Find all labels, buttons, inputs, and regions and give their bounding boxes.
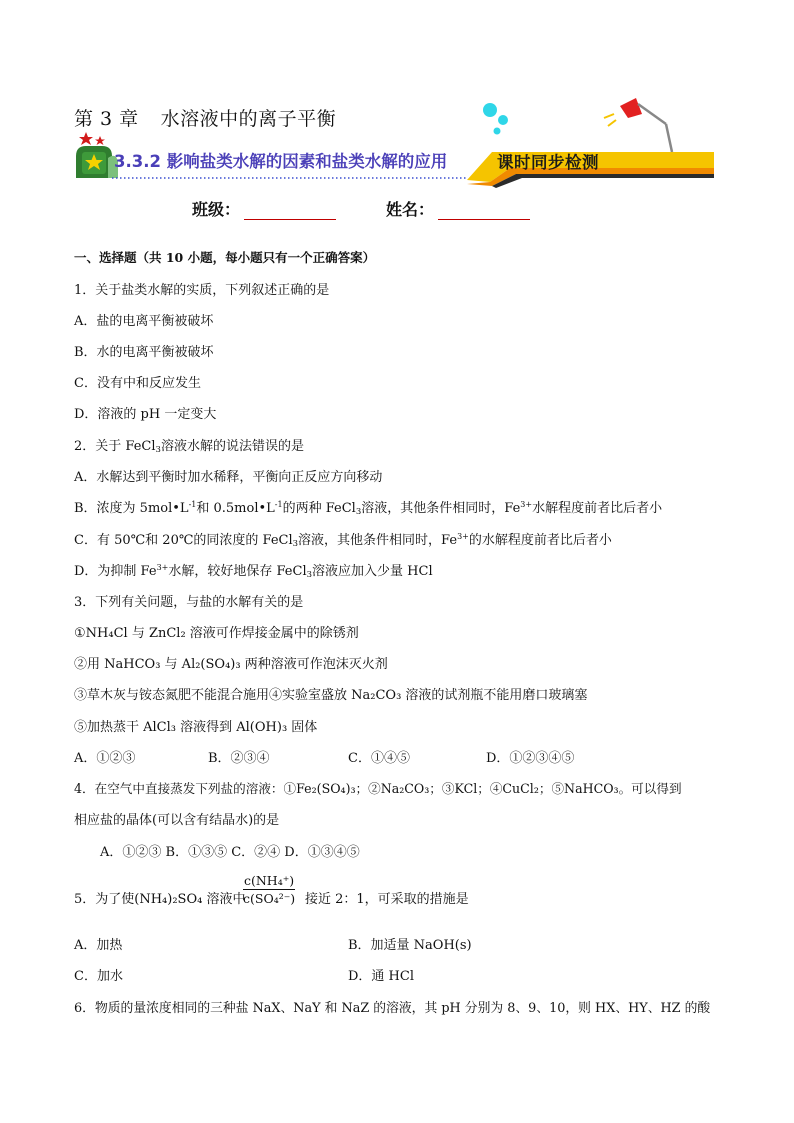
chapter-heading [74, 104, 336, 131]
q5-stem-a: 5．为了使(NH₄)₂SO₄ 溶液中 [74, 892, 246, 907]
q5-option-b: B．加适量 NaOH(s) [348, 938, 472, 953]
q3-option-c: C．①④⑤ [348, 751, 410, 766]
q2-c-part: 溶液，其他条件相同时，Fe [298, 533, 458, 548]
q1-option-b: B．水的电离平衡被破坏 [74, 345, 214, 360]
q3-item-2: ②用 NaHCO₃ 与 Al₂(SO₄)₃ 两种溶液可作泡沫灭火剂 [74, 657, 388, 672]
q3-option-b: B．②③④ [208, 751, 270, 766]
q5-option-d: D．通 HCl [348, 969, 414, 984]
q2-stem-part: 2．关于 FeCl [74, 439, 156, 454]
q4-stem-line2: 相应盐的晶体(可以含有结晶水)的是 [74, 813, 280, 828]
chapter-title: 水溶液中的离子平衡 [160, 108, 337, 130]
q5-option-a: A．加热 [74, 938, 123, 953]
q3-option-d: D．①②③④⑤ [486, 751, 575, 766]
q2-option-c: C．有 50℃和 20℃的同浓度的 FeCl$_3$溶液，其他条件相同时，$Fe^{3+}$的水解程度前者比后者小 [74, 532, 612, 549]
q5-option-c: C．加水 [74, 969, 123, 984]
badge-icon [76, 146, 118, 178]
section-subtitle [114, 148, 447, 172]
bubble-icon [483, 103, 508, 135]
q3-option-a: A．①②③ [74, 751, 136, 766]
name-blank[interactable] [438, 201, 530, 220]
q6-stem: 6．物质的量浓度相同的三种盐 NaX、NaY 和 NaZ 的溶液，其 pH 分别为 8、9、10，则 HX、HY、HZ 的酸 [74, 1001, 711, 1016]
q2-d-part: 水解，较好地保存 FeCl [168, 564, 307, 579]
fraction-denominator: c(SO₄²⁻) [243, 891, 296, 906]
q4-stem-line1: 4．在空气中直接蒸发下列盐的溶液：①Fe₂(SO₄)₃；②Na₂CO₃；③KCl；④CuCl₂；⑤NaHCO₃。可以得到 [74, 781, 682, 796]
q2-d-part: D．为抑制 Fe [74, 564, 157, 579]
star-icon [79, 132, 105, 145]
q2-b-part: 溶液，其他条件相同时，Fe [361, 501, 521, 516]
q3-item-5: ⑤加热蒸干 AlCl₃ 溶液得到 Al(OH)₃ 固体 [74, 720, 318, 735]
section-heading: 一、选择题（共 10 小题，每小题只有一个正确答案） [74, 250, 376, 265]
sync-check-label: 课时同步检测 [497, 153, 599, 172]
q2-c-part: 的水解程度前者比后者小 [468, 533, 612, 548]
fraction-bar [243, 889, 295, 890]
section-title: 影响盐类水解的因素和盐类水解的应用 [166, 152, 448, 171]
chapter-label: 第 3 章 [74, 108, 139, 130]
q2-stem-part: 溶液水解的说法错误的是 [160, 439, 304, 454]
q1-option-c: C．没有中和反应发生 [74, 376, 201, 391]
lamp-icon [604, 98, 672, 152]
q2-option-a: A．水解达到平衡时加水稀释，平衡向正反应方向移动 [74, 470, 383, 485]
q1-option-a: A．盐的电离平衡被破坏 [74, 314, 214, 329]
q5-stem-b: 接近 2：1，可采取的措施是 [305, 892, 469, 907]
q5-fraction [243, 873, 295, 906]
q2-d-part: 溶液应加入少量 HCl [312, 564, 433, 579]
q2-b-part: B．浓度为 5mol•L [74, 501, 189, 516]
q3-item-1: ①NH₄Cl 与 ZnCl₂ 溶液可作焊接金属中的除锈剂 [74, 626, 359, 641]
q2-b-part: 水解程度前者比后者小 [532, 501, 663, 516]
q3-item-3-4: ③草木灰与铵态氮肥不能混合施用④实验室盛放 Na₂CO₃ 溶液的试剂瓶不能用磨口玻璃塞 [74, 688, 588, 703]
name-label: 姓名： [386, 200, 435, 219]
q1-stem: 1．关于盐类水解的实质，下列叙述正确的是 [74, 283, 330, 298]
name-field [386, 197, 530, 220]
q2-b-part: 的两种 FeCl [282, 501, 356, 516]
class-blank[interactable] [244, 201, 336, 220]
q4-options: A．①②③ B．①③⑤ C．②④ D．①③④⑤ [100, 845, 360, 860]
q2-option-d: D．为抑制 $Fe^{3+}$水解，较好地保存 FeCl$_3$溶液应加入少量 HCl [74, 563, 433, 580]
class-field [192, 197, 336, 220]
q2-b-part: 和 0.5mol•L [196, 501, 275, 516]
q2-stem: 2．关于 FeCl$_3$溶液水解的说法错误的是 [74, 439, 304, 455]
class-label: 班级： [192, 200, 241, 219]
fraction-numerator: c(NH₄⁺) [243, 873, 295, 888]
q1-option-d: D．溶液的 pH 一定变大 [74, 407, 217, 422]
section-number: 3.3.2 [114, 152, 161, 171]
q3-stem: 3．下列有关问题，与盐的水解有关的是 [74, 595, 304, 610]
q2-option-b: B．浓度为 $5mol•L^{-1}$和 $0.5mol•L^{-1}$的两种 FeCl$_3$溶液，其他条件相同时，$Fe^{3+}$水解程度前者比后者小 [74, 500, 663, 517]
q2-c-part: C．有 50℃和 20℃的同浓度的 FeCl [74, 533, 293, 548]
